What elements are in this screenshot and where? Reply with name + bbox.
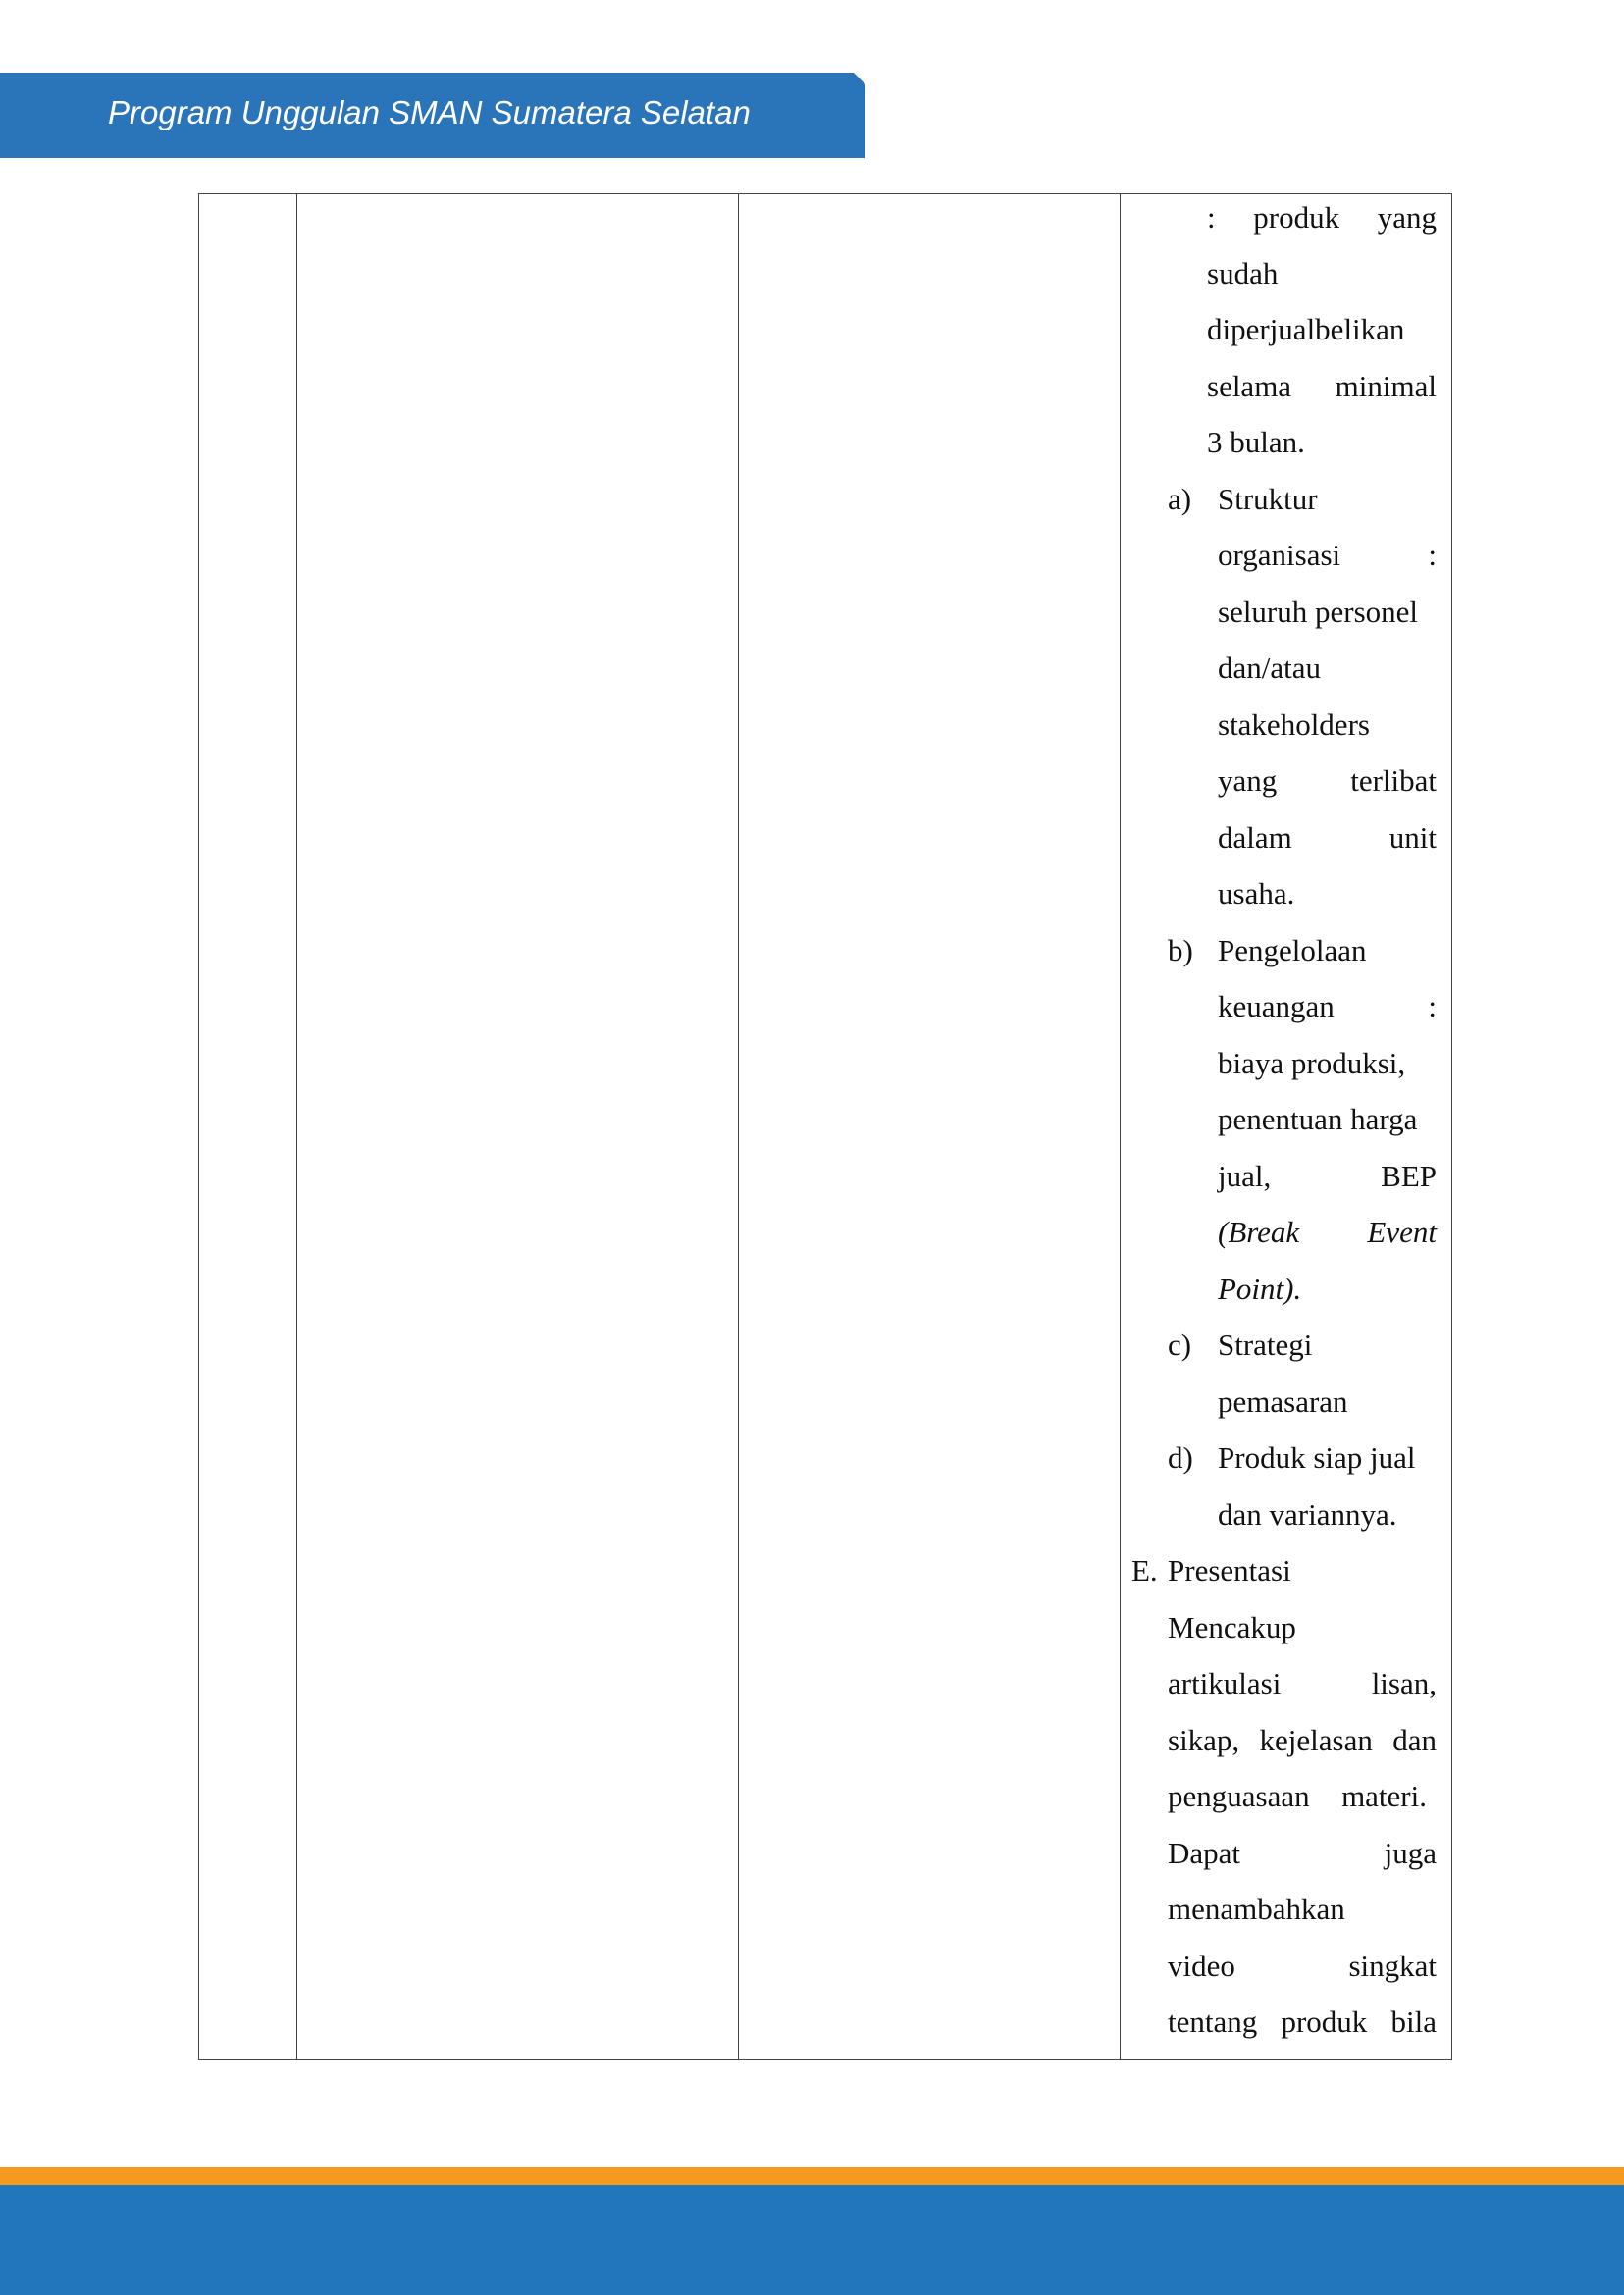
section-e-line — [1168, 1834, 1437, 1873]
word: yang — [1377, 200, 1437, 235]
footer-blue-band — [0, 2185, 1624, 2295]
content-table — [198, 193, 1452, 2060]
word: artikulasi — [1168, 1666, 1282, 1700]
continuation-line: sudah — [1207, 256, 1279, 290]
continuation-line: 3 bulan. — [1207, 425, 1305, 459]
list-item-line: usaha. — [1218, 876, 1295, 911]
word: singkat — [1348, 1949, 1437, 1983]
word: bila — [1390, 2005, 1437, 2039]
list-marker-b: b) — [1168, 933, 1193, 967]
word: materi. — [1341, 1779, 1427, 1813]
word: : — [1428, 989, 1437, 1023]
word: jual, — [1218, 1159, 1272, 1193]
word: keuangan — [1218, 989, 1335, 1023]
word: tentang — [1168, 2005, 1258, 2039]
list-item-line: pemasaran — [1218, 1384, 1348, 1419]
list-item-line: Struktur — [1218, 482, 1318, 516]
word: dalam — [1218, 820, 1292, 855]
list-marker-d: d) — [1168, 1440, 1193, 1475]
list-item-line: dan/atau — [1218, 651, 1322, 685]
word: : — [1207, 200, 1216, 235]
word: terlibat — [1350, 763, 1437, 798]
list-item-line: Produk siap jual — [1218, 1440, 1416, 1475]
continuation-line — [1207, 198, 1437, 237]
list-item-line — [1218, 761, 1437, 801]
word: BEP — [1381, 1159, 1437, 1193]
section-e-line — [1168, 1721, 1437, 1760]
section-e-line: menambahkan — [1168, 1892, 1345, 1926]
word: sikap, — [1168, 1723, 1240, 1757]
section-e-line: Mencakup — [1168, 1610, 1296, 1644]
list-item-line — [1218, 818, 1437, 858]
header-title: Program Unggulan SMAN Sumatera Selatan — [108, 94, 751, 130]
word: organisasi — [1218, 538, 1341, 572]
section-e-line — [1168, 1777, 1427, 1816]
section-e-line: Presentasi — [1168, 1553, 1291, 1588]
list-item-line: penentuan harga — [1218, 1102, 1418, 1136]
list-item-line: dan variannya. — [1218, 1497, 1397, 1532]
word: juga — [1384, 1836, 1437, 1870]
list-item-line: seluruh personel — [1218, 595, 1419, 629]
list-item-line: stakeholders — [1218, 707, 1370, 742]
word: (Break — [1218, 1215, 1300, 1249]
word: yang — [1218, 763, 1278, 798]
list-item-line: biaya produksi, — [1218, 1046, 1406, 1080]
footer-orange-stripe — [0, 2167, 1624, 2185]
word: produk — [1253, 200, 1340, 235]
word: minimal — [1335, 369, 1437, 403]
table-column-divider-1 — [296, 194, 297, 2059]
list-marker-a: a) — [1168, 482, 1192, 516]
word: produk — [1281, 2005, 1368, 2039]
list-item-line — [1218, 1213, 1437, 1252]
word: kejelasan — [1259, 1723, 1373, 1757]
word: Event — [1367, 1215, 1437, 1249]
list-item-line — [1218, 1157, 1437, 1196]
section-e-line — [1168, 1947, 1437, 1986]
section-e-marker: E. — [1131, 1553, 1158, 1588]
list-item-line — [1218, 987, 1437, 1026]
list-marker-c: c) — [1168, 1328, 1192, 1362]
list-item-line: Pengelolaan — [1218, 933, 1367, 967]
section-e-line — [1168, 2003, 1437, 2042]
word: dan — [1392, 1723, 1437, 1757]
list-item-line — [1218, 536, 1437, 575]
word: selama — [1207, 369, 1292, 403]
word: unit — [1388, 820, 1437, 855]
list-item-line: Point). — [1218, 1272, 1302, 1306]
table-column-divider-2 — [738, 194, 739, 2059]
word: lisan, — [1371, 1666, 1437, 1700]
section-e-line — [1168, 1664, 1437, 1703]
word: video — [1168, 1949, 1235, 1983]
list-item-line: Strategi — [1218, 1328, 1313, 1362]
continuation-line — [1207, 367, 1437, 406]
word: penguasaan — [1168, 1779, 1310, 1813]
word: Dapat — [1168, 1836, 1241, 1870]
continuation-line: diperjualbelikan — [1207, 312, 1405, 346]
word: : — [1428, 538, 1437, 572]
table-column-divider-3 — [1120, 194, 1121, 2059]
